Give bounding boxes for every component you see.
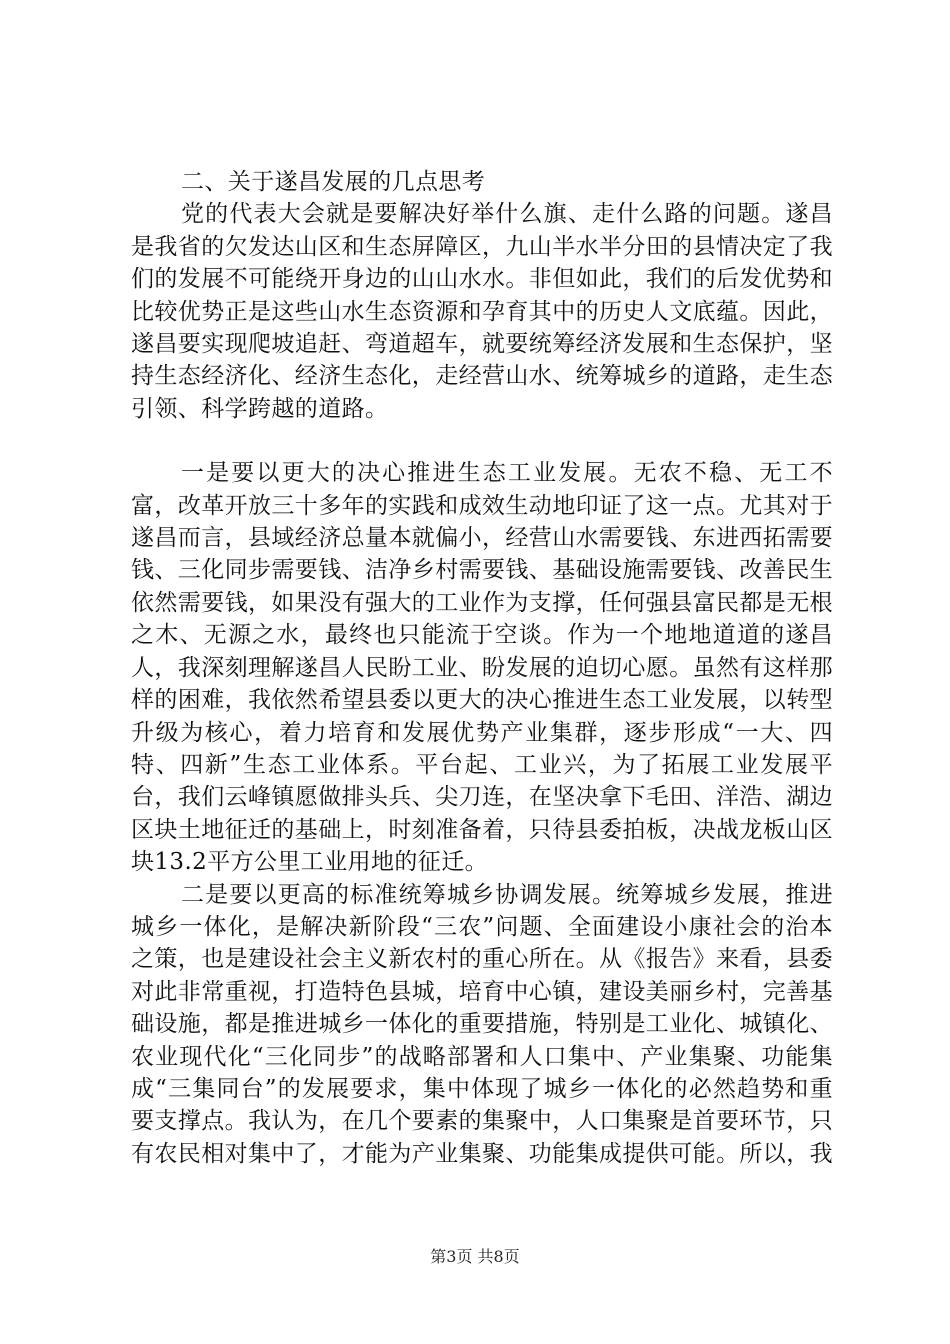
paragraph-gap <box>131 425 833 457</box>
section-heading: 二、关于遂昌发展的几点思考 <box>181 169 486 195</box>
paragraph-industry: 一是要以更大的决心推进生态工业发展。无农不稳、无工不富，改革开放三十多年的实践和成效生动地印证了这一点。尤其对于遂昌而言，县域经济总量本就偏小，经营山水需要钱、东进西拓需要钱、三化同步需要钱、洁净乡村需要钱、基础设施需要钱、改善民生依然需要钱，如果没有强大的工业作为支撑，任何强县富民都是无根之木、无源之水，最终也只能流于空谈。作为一个地地道道的遂昌人，我深刻理解遂昌人民盼工业、盼发展的迫切心愿。虽然有这样那样的困难，我依然希望县委以更大的决心推进生态工业发展，以转型升级为核心，着力培育和发展优势产业集群，逐步形成“一大、四特、四新”生态工业体系。平台起、工业兴，为了拓展工业发展平台，我们云峰镇愿做排头兵、尖刀连，在坚决拿下毛田、洋浩、湖边区块土地征迁的基础上，时刻准备着，只待县委拍板，决战龙板山区块13.2平方公里工业用地的征迁。 <box>131 460 833 876</box>
paragraph-intro: 党的代表大会就是要解决好举什么旗、走什么路的问题。遂昌是我省的欠发达山区和生态屏障区，九山半水半分田的县情决定了我们的发展不可能绕开身边的山山水水。非但如此，我们的后发优势和比较优势正是这些山水生态资源和孕育其中的历史人文底蕴。因此，遂昌要实现爬坡追赶、弯道超车，就要统筹经济发展和生态保护，坚持生态经济化、经济生态化，走经营山水、统筹城乡的道路，走生态引领、科学跨越的道路。 <box>131 201 833 422</box>
document-body <box>131 166 833 1170</box>
paragraph-urban-rural: 二是要以更高的标准统筹城乡协调发展。统筹城乡发展，推进城乡一体化，是解决新阶段“三农”问题、全面建设小康社会的治本之策，也是建设社会主义新农村的重心所在。从《报告》来看，县委对此非常重视，打造特色县城，培育中心镇，建设美丽乡村，完善基础设施，都是推进城乡一体化的重要措施，特别是工业化、城镇化、农业现代化“三化同步”的战略部署和人口集中、产业集聚、功能集成“三集同台”的发展要求，集中体现了城乡一体化的必然趋势和重要支撑点。我认为，在几个要素的集聚中，人口集聚是首要环节，只有农民相对集中了，才能为产业集聚、功能集成提供可能。所以，我 <box>131 881 833 1167</box>
page-number-footer: 第3页 共8页 <box>430 1247 520 1266</box>
